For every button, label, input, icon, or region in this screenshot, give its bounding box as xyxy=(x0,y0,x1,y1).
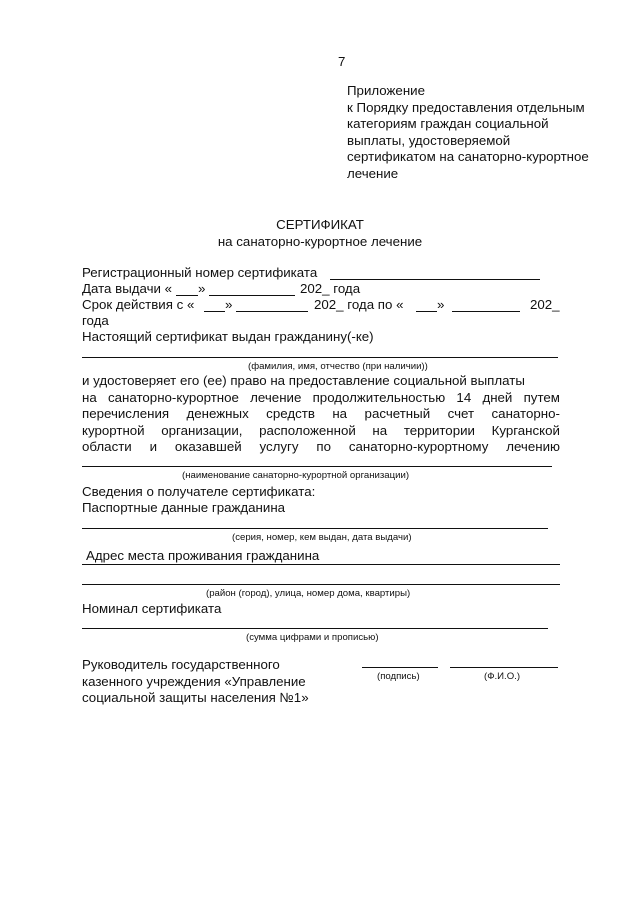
address-label: Адрес места проживания гражданина xyxy=(86,548,320,563)
body-word: расчетный xyxy=(364,406,431,421)
body-word: санаторно- xyxy=(491,406,560,421)
nominal-line[interactable] xyxy=(82,628,548,629)
reg-number-label: Регистрационный номер сертификата xyxy=(82,265,318,280)
body-word: организации, xyxy=(161,422,243,438)
org-line[interactable] xyxy=(82,466,552,467)
validity-label: Срок действия с « xyxy=(82,297,195,312)
passport-hint: (серия, номер, кем выдан, дата выдачи) xyxy=(232,532,412,543)
body-word: счет xyxy=(447,406,475,421)
body-word: лечению xyxy=(506,439,560,454)
validity-quote-close: » xyxy=(225,297,233,312)
body-word: денежных xyxy=(186,406,249,421)
appendix-line: категориям граждан социальной xyxy=(347,116,549,131)
fio-hint: (фамилия, имя, отчество (при наличии)) xyxy=(248,361,428,372)
fio-short-hint: (Ф.И.О.) xyxy=(484,671,521,682)
validity-from-day-line[interactable] xyxy=(204,311,225,312)
issue-day-line[interactable] xyxy=(176,295,198,296)
appendix-line: лечение xyxy=(347,165,399,181)
validity-to-year: 202_ xyxy=(530,297,560,312)
body-line: и удостоверяет его (ее) право на предоставление социальной выплаты xyxy=(82,373,525,388)
passport-label: Паспортные данные гражданина xyxy=(82,500,286,515)
amount-hint: (сумма цифрами и прописью) xyxy=(246,632,379,643)
document-subtitle: на санаторно-курортное лечение xyxy=(217,234,423,249)
fio-line[interactable] xyxy=(82,357,558,358)
validity-quote-close-2: » xyxy=(437,297,445,312)
body-word: на xyxy=(82,389,97,405)
body-word: расположенной xyxy=(259,422,356,438)
body-word: на xyxy=(372,422,388,438)
head-signature-block xyxy=(82,657,309,707)
address-line-1[interactable] xyxy=(82,564,560,565)
recipient-info-label: Сведения о получателе сертификата: xyxy=(82,484,316,499)
body-line xyxy=(82,439,560,456)
issue-year-label: 202_ года xyxy=(300,281,361,296)
body-word: Курганской xyxy=(491,422,560,438)
appendix-line: выплаты, удостоверяемой xyxy=(347,132,511,148)
appendix-line: Приложение xyxy=(347,83,425,98)
body-word: продолжительностью xyxy=(312,389,446,405)
appendix-block xyxy=(347,83,589,182)
address-line-2[interactable] xyxy=(82,584,560,585)
document-title: СЕРТИФИКАТ xyxy=(276,217,364,232)
validity-to-month-line[interactable] xyxy=(452,311,520,312)
body-word: курортной xyxy=(82,422,145,438)
signature-hint: (подпись) xyxy=(377,671,420,682)
body-word: территории xyxy=(403,422,475,438)
nominal-label: Номинал сертификата xyxy=(82,601,222,616)
body-word: дней xyxy=(482,389,513,405)
page-number: 7 xyxy=(338,54,346,69)
body-word: путем xyxy=(523,389,560,405)
body-word: средств xyxy=(266,406,315,421)
head-line: Руководитель государственного xyxy=(82,657,280,672)
body-paragraph xyxy=(82,373,560,456)
body-word: на xyxy=(332,406,348,421)
appendix-line: к Порядку предоставления отдельным xyxy=(347,99,585,115)
body-word: 14 xyxy=(456,389,472,405)
body-word: области xyxy=(82,439,132,454)
validity-year-label: 202_ года по « xyxy=(314,297,404,312)
body-word: перечисления xyxy=(82,406,170,421)
validity-from-month-line[interactable] xyxy=(236,311,308,312)
address-hint: (район (город), улица, номер дома, квартиры) xyxy=(206,588,411,599)
org-hint: (наименование санаторно-курортной организации) xyxy=(182,470,410,481)
fio-signature-line[interactable] xyxy=(450,667,558,668)
head-line: социальной защиты населения №1» xyxy=(82,690,309,705)
body-word: санаторно-курортное xyxy=(107,389,239,405)
appendix-line: сертификатом на санаторно-курортное xyxy=(347,149,589,164)
body-word: лечение xyxy=(250,389,302,405)
body-word: санаторно-курортному xyxy=(348,439,489,454)
head-line: казенного учреждения «Управление xyxy=(82,673,306,689)
issue-month-line[interactable] xyxy=(209,295,295,296)
reg-number-line[interactable] xyxy=(330,279,540,280)
signature-line[interactable] xyxy=(362,667,438,668)
body-word: и xyxy=(149,439,158,454)
validity-to-day-line[interactable] xyxy=(416,311,437,312)
body-word: оказавшей xyxy=(174,439,242,454)
body-line xyxy=(82,406,560,423)
issue-date-label: Дата выдачи « xyxy=(82,281,173,296)
body-line xyxy=(82,390,560,407)
body-word: по xyxy=(316,439,332,454)
body-word: услугу xyxy=(259,439,299,454)
body-line xyxy=(82,423,560,440)
passport-line[interactable] xyxy=(82,528,548,529)
issued-to-label: Настоящий сертификат выдан гражданину(-ке) xyxy=(82,329,374,344)
issue-quote-close: » xyxy=(198,281,206,296)
validity-year-word: года xyxy=(82,313,109,328)
